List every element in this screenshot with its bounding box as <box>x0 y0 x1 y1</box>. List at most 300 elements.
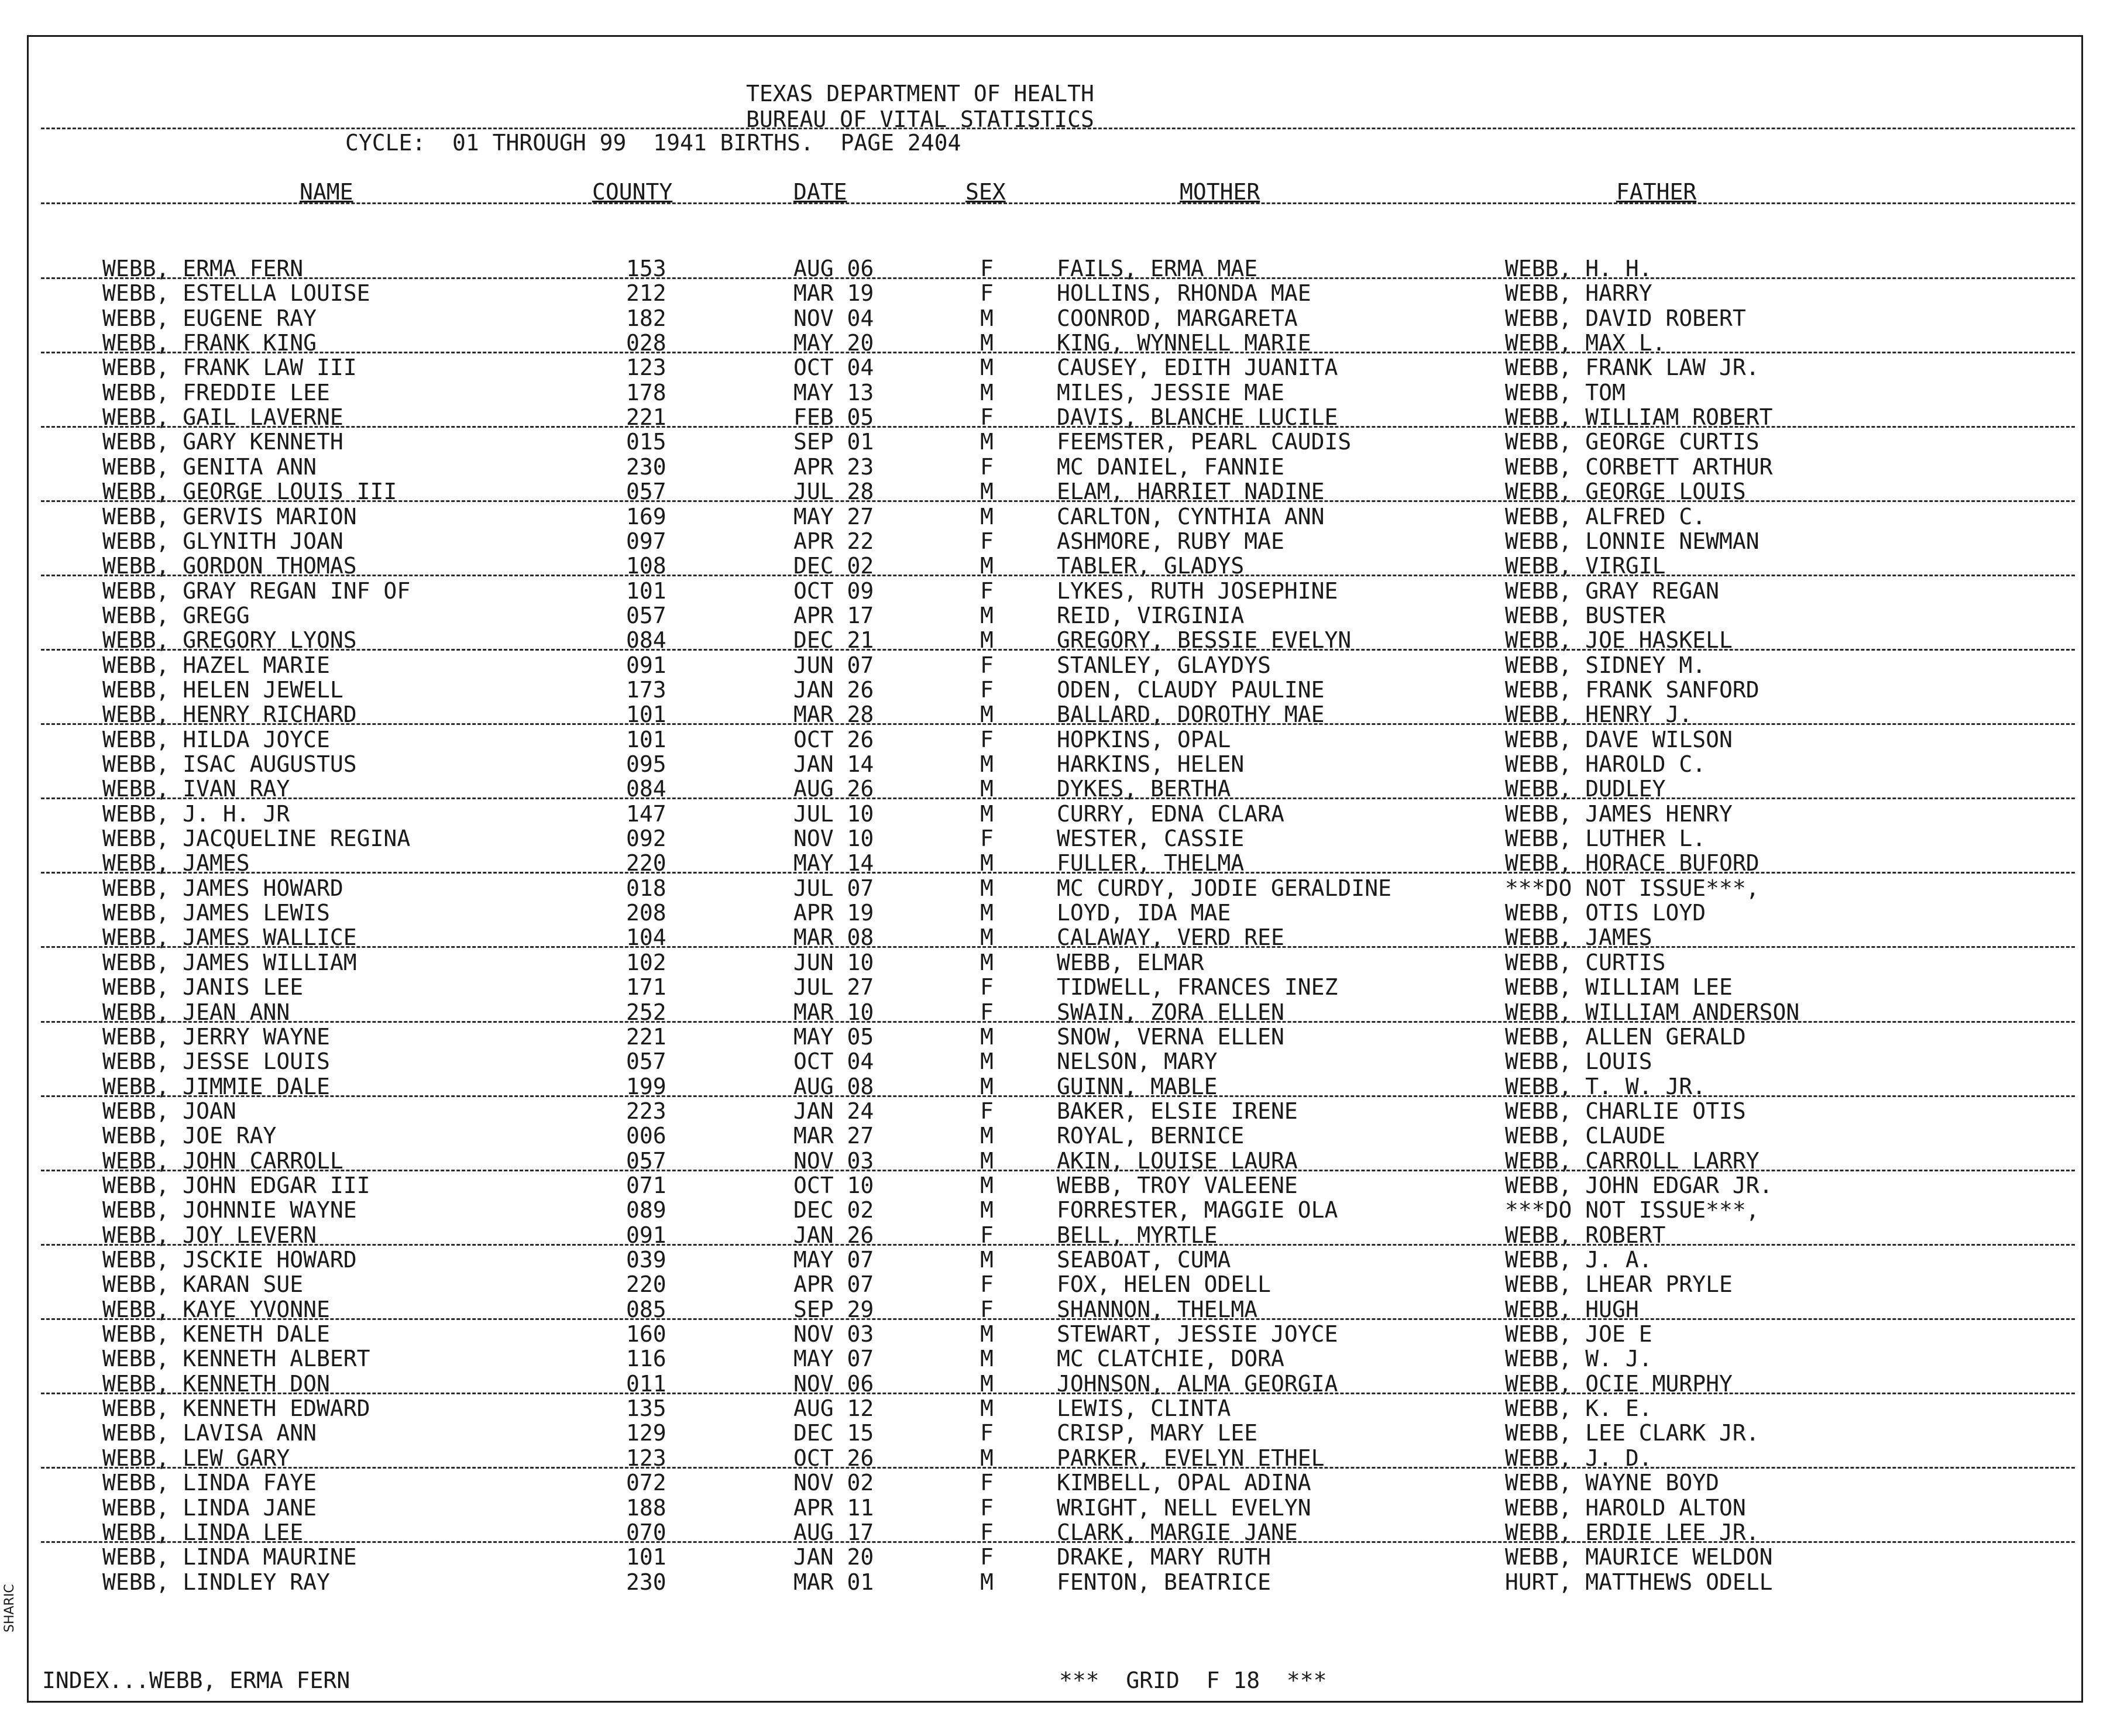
cell-mother: BELL, MYRTLE <box>1057 1222 1218 1248</box>
cell-name: WEBB, JIMMIE DALE <box>102 1073 330 1099</box>
cell-county: 085 <box>626 1296 666 1322</box>
cell-mother: DRAKE, MARY RUTH <box>1057 1544 1272 1570</box>
cell-mother: LYKES, RUTH JOSEPHINE <box>1057 577 1338 604</box>
cell-name: WEBB, KENNETH EDWARD <box>102 1395 370 1422</box>
cell-date: NOV 03 <box>793 1147 874 1174</box>
table-row <box>0 1545 2110 1569</box>
cell-sex: M <box>980 1172 994 1198</box>
cell-county: 101 <box>626 577 666 604</box>
cell-name: WEBB, KENNETH DON <box>102 1370 330 1397</box>
cell-county: 153 <box>626 256 666 281</box>
cell-date: NOV 10 <box>793 826 874 852</box>
cell-mother: TIDWELL, FRANCES INEZ <box>1057 974 1338 1001</box>
cell-father: WEBB, JOE E <box>1505 1321 1652 1347</box>
cell-date: MAR 08 <box>793 924 874 951</box>
cell-sex: F <box>980 1222 994 1248</box>
cell-father: WEBB, GEORGE LOUIS <box>1505 479 1746 505</box>
table-row <box>0 950 2110 975</box>
cell-name: WEBB, JOY LEVERN <box>102 1222 317 1248</box>
cell-sex: F <box>980 1296 994 1322</box>
cell-county: 169 <box>626 503 666 530</box>
cell-father: WEBB, BUSTER <box>1505 602 1666 628</box>
cell-father: WEBB, CLAUDE <box>1505 1123 1666 1149</box>
cell-mother: FEEMSTER, PEARL CAUDIS <box>1057 429 1352 455</box>
cell-county: 101 <box>626 726 666 752</box>
cell-date: SEP 29 <box>793 1296 874 1322</box>
cell-name: WEBB, JOE RAY <box>102 1123 277 1149</box>
cell-mother: STEWART, JESSIE JOYCE <box>1057 1321 1338 1347</box>
cell-name: WEBB, GERVIS MARION <box>102 503 357 530</box>
cell-mother: CARLTON, CYNTHIA ANN <box>1057 503 1325 530</box>
cell-father: WEBB, GRAY REGAN <box>1505 577 1720 604</box>
table-row <box>0 603 2110 628</box>
table-row <box>0 355 2110 380</box>
cell-county: 173 <box>626 676 666 703</box>
cell-sex: F <box>980 726 994 752</box>
cell-date: MAY 05 <box>793 1023 874 1050</box>
row-separator <box>41 649 2075 651</box>
cell-father: WEBB, DAVE WILSON <box>1505 726 1733 752</box>
cell-county: 230 <box>626 453 666 480</box>
cell-county: 208 <box>626 900 666 926</box>
cell-date: OCT 09 <box>793 577 874 604</box>
cell-date: APR 17 <box>793 602 874 628</box>
table-row <box>0 1198 2110 1222</box>
cell-name: WEBB, JANIS LEE <box>102 974 304 1001</box>
table-row <box>0 455 2110 479</box>
cell-father: WEBB, FRANK SANFORD <box>1505 676 1760 703</box>
cell-date: OCT 26 <box>793 726 874 752</box>
cell-sex: F <box>980 280 994 307</box>
cell-name: WEBB, GORDON THOMAS <box>102 553 357 579</box>
cell-sex: M <box>980 1569 994 1595</box>
cell-father: WEBB, HARRY <box>1505 280 1652 307</box>
table-row <box>0 1470 2110 1495</box>
cell-date: JUL 10 <box>793 800 874 827</box>
cell-county: 123 <box>626 1445 666 1471</box>
cell-name: WEBB, JEAN ANN <box>102 999 290 1025</box>
table-row <box>0 579 2110 603</box>
cell-mother: BAKER, ELSIE IRENE <box>1057 1098 1298 1124</box>
cell-date: NOV 04 <box>793 305 874 331</box>
cell-county: 102 <box>626 949 666 975</box>
cell-county: 101 <box>626 702 666 728</box>
cell-mother: LOYD, IDA MAE <box>1057 900 1231 926</box>
table-row <box>0 380 2110 405</box>
cell-father: HURT, MATTHEWS ODELL <box>1505 1569 1773 1595</box>
cell-mother: SHANNON, THELMA <box>1057 1296 1258 1322</box>
cell-father: WEBB, WAYNE BOYD <box>1505 1470 1720 1496</box>
cell-name: WEBB, JOHNNIE WAYNE <box>102 1197 357 1223</box>
cell-date: JAN 26 <box>793 676 874 703</box>
cell-mother: CRISP, MARY LEE <box>1057 1420 1258 1446</box>
cell-name: WEBB, GAIL LAVERNE <box>102 404 343 431</box>
cell-date: JUL 07 <box>793 875 874 901</box>
cell-father: WEBB, MAURICE WELDON <box>1505 1544 1773 1570</box>
cell-date: DEC 02 <box>793 553 874 579</box>
cell-sex: M <box>980 1321 994 1347</box>
cell-father: WEBB, HORACE BUFORD <box>1505 850 1760 876</box>
cell-sex: M <box>980 800 994 827</box>
cell-mother: WEBB, TROY VALEENE <box>1057 1172 1298 1198</box>
table-row <box>0 1099 2110 1123</box>
cell-mother: TABLER, GLADYS <box>1057 553 1245 579</box>
cell-date: APR 11 <box>793 1494 874 1521</box>
cell-county: 057 <box>626 479 666 505</box>
cell-county: 116 <box>626 1346 666 1372</box>
cell-date: AUG 08 <box>793 1073 874 1099</box>
cell-name: WEBB, JOAN <box>102 1098 236 1124</box>
cell-father: WEBB, JOE HASKELL <box>1505 627 1733 654</box>
cell-county: 135 <box>626 1395 666 1422</box>
cell-date: NOV 02 <box>793 1470 874 1496</box>
table-row <box>0 529 2110 554</box>
table-row <box>0 429 2110 454</box>
row-separator <box>41 426 2075 428</box>
cell-county: 039 <box>626 1247 666 1273</box>
cell-county: 252 <box>626 999 666 1025</box>
cell-county: 057 <box>626 602 666 628</box>
cell-mother: STANLEY, GLAYDYS <box>1057 652 1272 678</box>
cell-county: 070 <box>626 1519 666 1545</box>
column-header-divider <box>41 202 2075 204</box>
cell-name: WEBB, EUGENE RAY <box>102 305 317 331</box>
cell-name: WEBB, JERRY WAYNE <box>102 1023 330 1050</box>
cell-mother: CAUSEY, EDITH JUANITA <box>1057 355 1338 381</box>
cell-mother: CLARK, MARGIE JANE <box>1057 1519 1298 1545</box>
cell-father: WEBB, WILLIAM LEE <box>1505 974 1733 1001</box>
column-header-name: NAME <box>300 179 353 205</box>
row-separator <box>41 797 2075 799</box>
cell-county: 092 <box>626 826 666 852</box>
cell-father: WEBB, CURTIS <box>1505 949 1666 975</box>
cell-name: WEBB, ESTELLA LOUISE <box>102 280 370 307</box>
cell-date: MAY 07 <box>793 1346 874 1372</box>
cell-name: WEBB, J. H. JR <box>102 800 290 827</box>
cell-name: WEBB, JAMES LEWIS <box>102 900 330 926</box>
cell-sex: M <box>980 553 994 579</box>
cell-father: WEBB, SIDNEY M. <box>1505 652 1706 678</box>
cell-name: WEBB, JAMES HOWARD <box>102 875 343 901</box>
cell-date: MAR 28 <box>793 702 874 728</box>
cell-sex: M <box>980 1445 994 1471</box>
cell-name: WEBB, FREDDIE LEE <box>102 379 330 405</box>
cell-mother: FULLER, THELMA <box>1057 850 1245 876</box>
cell-father: WEBB, H. H. <box>1505 256 1652 281</box>
cell-date: AUG 12 <box>793 1395 874 1422</box>
row-separator <box>41 1541 2075 1543</box>
row-separator <box>41 1467 2075 1469</box>
cell-father: WEBB, HAROLD C. <box>1505 751 1706 777</box>
column-header-date: DATE <box>793 179 847 205</box>
row-separator <box>41 1095 2075 1097</box>
cell-sex: F <box>980 1519 994 1545</box>
cell-name: WEBB, ERMA FERN <box>102 256 304 281</box>
cell-name: WEBB, JAMES <box>102 850 250 876</box>
cell-father: WEBB, JAMES <box>1505 924 1652 951</box>
cell-name: WEBB, ISAC AUGUSTUS <box>102 751 357 777</box>
cell-sex: F <box>980 974 994 1001</box>
cell-county: 095 <box>626 751 666 777</box>
cell-sex: M <box>980 949 994 975</box>
cell-county: 221 <box>626 404 666 431</box>
cell-father: WEBB, K. E. <box>1505 1395 1652 1422</box>
column-header-county: COUNTY <box>592 179 673 205</box>
table-row <box>0 802 2110 826</box>
cell-father: WEBB, DAVID ROBERT <box>1505 305 1746 331</box>
row-separator <box>41 1318 2075 1320</box>
cell-sex: F <box>980 1098 994 1124</box>
cell-mother: MC CLATCHIE, DORA <box>1057 1346 1284 1372</box>
row-separator <box>41 575 2075 576</box>
cell-father: WEBB, HAROLD ALTON <box>1505 1494 1746 1521</box>
cell-mother: MC CURDY, JODIE GERALDINE <box>1057 875 1391 901</box>
cell-father: WEBB, GEORGE CURTIS <box>1505 429 1760 455</box>
table-row <box>0 1025 2110 1049</box>
cell-mother: FOX, HELEN ODELL <box>1057 1271 1272 1298</box>
cell-father: WEBB, OTIS LOYD <box>1505 900 1706 926</box>
cell-father: WEBB, TOM <box>1505 379 1626 405</box>
cell-county: 057 <box>626 1049 666 1075</box>
cell-name: WEBB, HENRY RICHARD <box>102 702 357 728</box>
cell-father: WEBB, CORBETT ARTHUR <box>1505 453 1773 480</box>
cell-mother: COONROD, MARGARETA <box>1057 305 1298 331</box>
cell-mother: SWAIN, ZORA ELLEN <box>1057 999 1284 1025</box>
cell-date: MAR 27 <box>793 1123 874 1149</box>
cell-mother: HARKINS, HELEN <box>1057 751 1245 777</box>
cell-name: WEBB, LINDA MAURINE <box>102 1544 357 1570</box>
row-separator <box>41 723 2075 725</box>
cell-county: 188 <box>626 1494 666 1521</box>
cell-father: WEBB, DUDLEY <box>1505 776 1666 802</box>
cell-name: WEBB, KENNETH ALBERT <box>102 1346 370 1372</box>
header-divider <box>41 128 2075 129</box>
cell-sex: M <box>980 479 994 505</box>
cell-sex: M <box>980 1370 994 1397</box>
cell-sex: M <box>980 1247 994 1273</box>
cell-county: 018 <box>626 875 666 901</box>
cell-name: WEBB, GREGORY LYONS <box>102 627 357 654</box>
table-row <box>0 1247 2110 1272</box>
cell-sex: M <box>980 1346 994 1372</box>
cell-father: WEBB, ROBERT <box>1505 1222 1666 1248</box>
cell-mother: KIMBELL, OPAL ADINA <box>1057 1470 1311 1496</box>
cell-sex: M <box>980 379 994 405</box>
table-row <box>0 727 2110 752</box>
cell-sex: M <box>980 751 994 777</box>
cell-date: OCT 26 <box>793 1445 874 1471</box>
table-row <box>0 1396 2110 1421</box>
cell-mother: FENTON, BEATRICE <box>1057 1569 1272 1595</box>
table-row <box>0 1123 2110 1148</box>
cell-date: JUL 27 <box>793 974 874 1001</box>
cell-name: WEBB, JOHN EDGAR III <box>102 1172 370 1198</box>
cell-father: WEBB, ALLEN GERALD <box>1505 1023 1746 1050</box>
cell-date: OCT 04 <box>793 355 874 381</box>
cell-name: WEBB, KENETH DALE <box>102 1321 330 1347</box>
cell-date: NOV 03 <box>793 1321 874 1347</box>
footer-grid: *** GRID F 18 *** <box>1059 1668 1327 1693</box>
cell-father: WEBB, ERDIE LEE JR. <box>1505 1519 1760 1545</box>
cell-date: JAN 24 <box>793 1098 874 1124</box>
cell-name: WEBB, HILDA JOYCE <box>102 726 330 752</box>
cell-name: WEBB, LINDA LEE <box>102 1519 304 1545</box>
cell-name: WEBB, LINDA FAYE <box>102 1470 317 1496</box>
cell-date: DEC 15 <box>793 1420 874 1446</box>
cell-father: ***DO NOT ISSUE***, <box>1505 875 1760 901</box>
cell-name: WEBB, JAMES WALLICE <box>102 924 357 951</box>
cell-name: WEBB, GEORGE LOUIS III <box>102 479 397 505</box>
cell-sex: M <box>980 875 994 901</box>
cell-sex: M <box>980 1123 994 1149</box>
cell-county: 223 <box>626 1098 666 1124</box>
cell-county: 212 <box>626 280 666 307</box>
cell-county: 123 <box>626 355 666 381</box>
cell-sex: M <box>980 776 994 802</box>
cell-father: WEBB, CHARLIE OTIS <box>1505 1098 1746 1124</box>
cell-father: WEBB, OCIE MURPHY <box>1505 1370 1733 1397</box>
cell-county: 230 <box>626 1569 666 1595</box>
column-header-father: FATHER <box>1616 179 1697 205</box>
cell-name: WEBB, LINDLEY RAY <box>102 1569 330 1595</box>
cell-mother: AKIN, LOUISE LAURA <box>1057 1147 1298 1174</box>
table-row <box>0 752 2110 776</box>
cell-mother: MC DANIEL, FANNIE <box>1057 453 1284 480</box>
cell-sex: M <box>980 330 994 356</box>
cell-name: WEBB, FRANK KING <box>102 330 317 356</box>
cell-county: 178 <box>626 379 666 405</box>
cell-mother: BALLARD, DOROTHY MAE <box>1057 702 1325 728</box>
cell-county: 220 <box>626 850 666 876</box>
cell-name: WEBB, JACQUELINE REGINA <box>102 826 411 852</box>
cell-sex: F <box>980 528 994 554</box>
cell-mother: FORRESTER, MAGGIE OLA <box>1057 1197 1338 1223</box>
cell-mother: WESTER, CASSIE <box>1057 826 1245 852</box>
cell-county: 091 <box>626 652 666 678</box>
cell-county: 221 <box>626 1023 666 1050</box>
cell-mother: CALAWAY, VERD REE <box>1057 924 1284 951</box>
cell-mother: WEBB, ELMAR <box>1057 949 1204 975</box>
cell-date: AUG 06 <box>793 256 874 281</box>
cell-county: 084 <box>626 776 666 802</box>
cell-father: WEBB, ALFRED C. <box>1505 503 1706 530</box>
cell-date: OCT 04 <box>793 1049 874 1075</box>
table-row <box>0 876 2110 900</box>
cell-mother: KING, WYNNELL MARIE <box>1057 330 1311 356</box>
cell-name: WEBB, JSCKIE HOWARD <box>102 1247 357 1273</box>
cell-father: WEBB, MAX L. <box>1505 330 1666 356</box>
side-label: SHARIC <box>2 1584 17 1632</box>
row-separator <box>41 1244 2075 1246</box>
cell-father: WEBB, LHEAR PRYLE <box>1505 1271 1733 1298</box>
cell-name: WEBB, KARAN SUE <box>102 1271 304 1298</box>
cell-county: 147 <box>626 800 666 827</box>
cell-county: 011 <box>626 1370 666 1397</box>
cell-name: WEBB, LINDA JANE <box>102 1494 317 1521</box>
cell-mother: GUINN, MABLE <box>1057 1073 1218 1099</box>
cell-father: WEBB, CARROLL LARRY <box>1505 1147 1760 1174</box>
cell-county: 028 <box>626 330 666 356</box>
cell-sex: M <box>980 305 994 331</box>
cell-mother: FAILS, ERMA MAE <box>1057 256 1258 281</box>
cell-county: 171 <box>626 974 666 1001</box>
cell-county: 071 <box>626 1172 666 1198</box>
cell-name: WEBB, HELEN JEWELL <box>102 676 343 703</box>
cell-county: 199 <box>626 1073 666 1099</box>
cell-father: WEBB, JAMES HENRY <box>1505 800 1733 827</box>
column-header-mother: MOTHER <box>1180 179 1260 205</box>
cell-sex: F <box>980 652 994 678</box>
cell-mother: DAVIS, BLANCHE LUCILE <box>1057 404 1338 431</box>
cell-sex: F <box>980 1420 994 1446</box>
cell-mother: SEABOAT, CUMA <box>1057 1247 1231 1273</box>
cell-date: FEB 05 <box>793 404 874 431</box>
table-row <box>0 678 2110 702</box>
cell-sex: M <box>980 850 994 876</box>
cell-date: JAN 20 <box>793 1544 874 1570</box>
table-row <box>0 975 2110 999</box>
cell-date: MAR 10 <box>793 999 874 1025</box>
cell-father: WEBB, HENRY J. <box>1505 702 1693 728</box>
cell-name: WEBB, GLYNITH JOAN <box>102 528 343 554</box>
cell-date: APR 23 <box>793 453 874 480</box>
cell-date: DEC 21 <box>793 627 874 654</box>
cell-date: SEP 01 <box>793 429 874 455</box>
cell-date: APR 07 <box>793 1271 874 1298</box>
cell-mother: JOHNSON, ALMA GEORGIA <box>1057 1370 1338 1397</box>
row-separator <box>41 1021 2075 1023</box>
cell-date: MAY 27 <box>793 503 874 530</box>
cell-date: AUG 26 <box>793 776 874 802</box>
cell-sex: F <box>980 999 994 1025</box>
cell-father: WEBB, LEE CLARK JR. <box>1505 1420 1760 1446</box>
cell-county: 084 <box>626 627 666 654</box>
cell-sex: F <box>980 404 994 431</box>
cell-date: MAY 13 <box>793 379 874 405</box>
cell-father: WEBB, LUTHER L. <box>1505 826 1706 852</box>
cell-county: 097 <box>626 528 666 554</box>
table-row <box>0 653 2110 678</box>
cell-date: MAY 14 <box>793 850 874 876</box>
table-row <box>0 1570 2110 1594</box>
cycle-line: CYCLE: 01 THROUGH 99 1941 BIRTHS. PAGE 2404 <box>345 130 961 156</box>
cell-name: WEBB, FRANK LAW III <box>102 355 357 381</box>
cell-county: 129 <box>626 1420 666 1446</box>
cell-father: WEBB, LONNIE NEWMAN <box>1505 528 1760 554</box>
table-row <box>0 1346 2110 1371</box>
cell-father: WEBB, VIRGIL <box>1505 553 1666 579</box>
cell-father: WEBB, WILLIAM ANDERSON <box>1505 999 1800 1025</box>
header-line-1: TEXAS DEPARTMENT OF HEALTH <box>746 81 1094 106</box>
cell-mother: NELSON, MARY <box>1057 1049 1218 1075</box>
table-row <box>0 504 2110 529</box>
cell-sex: M <box>980 602 994 628</box>
cell-name: WEBB, GREGG <box>102 602 250 628</box>
header-line-2: BUREAU OF VITAL STATISTICS <box>746 106 1094 132</box>
cell-mother: REID, VIRGINIA <box>1057 602 1245 628</box>
cell-name: WEBB, GENITA ANN <box>102 453 317 480</box>
cell-name: WEBB, KAYE YVONNE <box>102 1296 330 1322</box>
cell-sex: F <box>980 1544 994 1570</box>
cell-father: WEBB, J. D. <box>1505 1445 1652 1471</box>
cell-date: MAY 20 <box>793 330 874 356</box>
cell-county: 101 <box>626 1544 666 1570</box>
table-row <box>0 1322 2110 1346</box>
row-separator <box>41 500 2075 502</box>
cell-sex: M <box>980 1147 994 1174</box>
table-row <box>0 826 2110 851</box>
cell-county: 108 <box>626 553 666 579</box>
